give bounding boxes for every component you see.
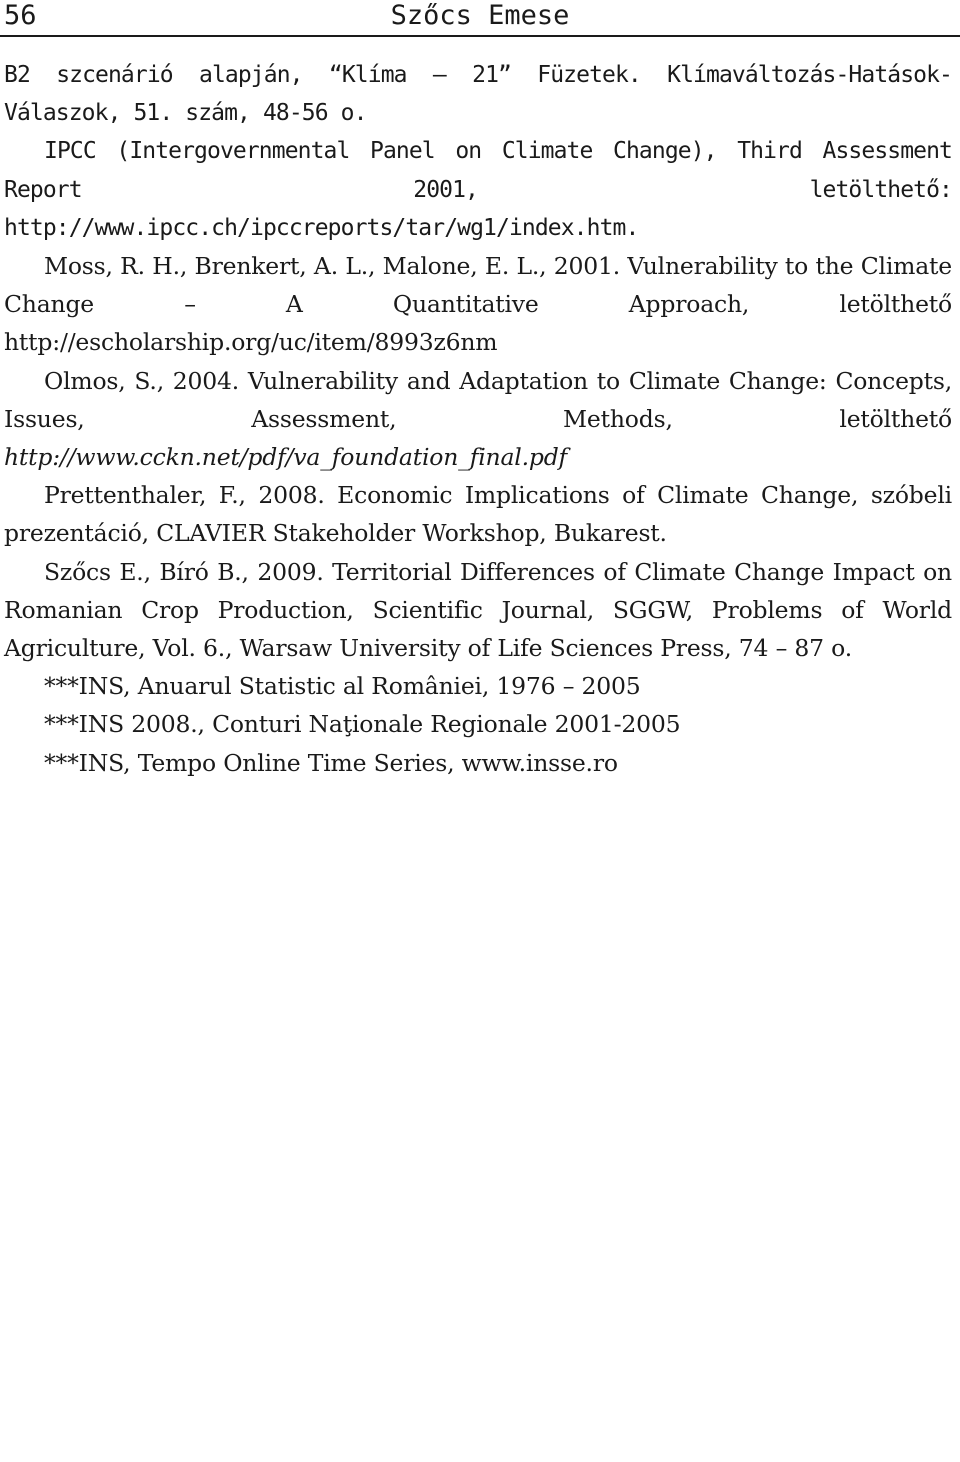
reference-text: ***INS 2008., Conturi Naţionale Regionale 2001-2005 [44,710,681,739]
reference-text: B2 szcenárió alapján, “Klíma – 21” Füzetek. Klímaváltozás-Hatások-Válaszok, 51. szám, 48-56 o. [4,62,952,127]
reference-item [4,705,952,743]
reference-text: IPCC (Intergovernmental Panel on Climate Change), Third Assessment Report 2001, letölthető: http://www.ipcc.ch/ipccreports/tar/wg1/index.htm. [4,138,952,241]
reference-item [4,553,952,668]
reference-text: Prettenthaler, F., 2008. Economic Implications of Climate Change, szóbeli prezentáció, CLAVIER Stakeholder Workshop, Bukarest. [4,481,952,548]
reference-text: ***INS, Anuarul Statistic al României, 1976 – 2005 [44,672,641,701]
reference-item [4,362,952,477]
reference-url[interactable]: http://www.cckn.net/pdf/va_foundation_final.pdf [4,443,568,472]
reference-list [4,56,952,782]
reference-text: Szőcs E., Bíró B., 2009. Territorial Differences of Climate Change Impact on Romanian Crop Production, Scientific Journal, SGGW, Problems of World Agriculture, Vol. 6., Warsaw University of Life Sciences Press, 74 – 87 o. [4,557,952,663]
reference-text: Moss, R. H., Brenkert, A. L., Malone, E. L., 2001. Vulnerability to the Climate Change – A Quantitative Approach, letölthető http://escholarship.org/uc/item/8993z6nm [4,252,952,357]
reference-item [4,476,952,552]
header-rule [0,35,960,37]
reference-item [4,56,952,132]
reference-item [4,744,952,782]
reference-item [4,247,952,362]
reference-item [4,132,952,247]
running-head-author: Szőcs Emese [390,0,570,31]
reference-item [4,667,952,705]
reference-text: Olmos, S., 2004. Vulnerability and Adaptation to Climate Change: Concepts, Issues, Assessment, Methods, letölthető [4,366,952,433]
page-header [0,0,960,36]
page-number: 56 [4,0,37,31]
reference-text: ***INS, Tempo Online Time Series, www.insse.ro [44,748,618,777]
